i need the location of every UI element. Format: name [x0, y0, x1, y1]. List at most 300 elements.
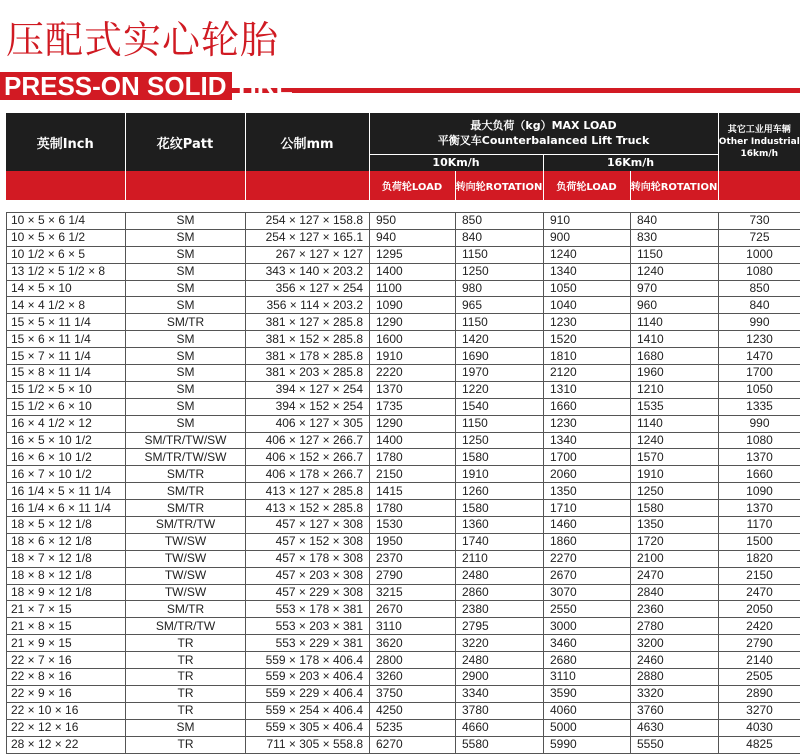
cell-rotation-16: 2780 — [631, 618, 719, 635]
cell-size-inch: 22 × 10 × 16 — [7, 702, 126, 719]
cell-metric: 559 × 254 × 406.4 — [246, 702, 370, 719]
cell-metric: 406 × 178 × 266.7 — [246, 466, 370, 483]
cell-other-16: 1230 — [719, 331, 800, 348]
cell-metric: 254 × 127 × 165.1 — [246, 229, 370, 246]
cell-rotation-10: 3780 — [456, 702, 544, 719]
cell-size-inch: 22 × 9 × 16 — [7, 685, 126, 702]
cell-metric: 381 × 203 × 285.8 — [246, 365, 370, 382]
cell-size-inch: 16 × 7 × 10 1/2 — [7, 466, 126, 483]
cell-pattern: SM — [126, 415, 246, 432]
cell-pattern: SM — [126, 348, 246, 365]
cell-load-10: 1780 — [370, 449, 456, 466]
cell-size-inch: 22 × 12 × 16 — [7, 719, 126, 736]
page-title-english: PRESS-ON SOLID TIRE — [4, 71, 293, 101]
cell-pattern: SM/TR/TW/SW — [126, 449, 246, 466]
cell-rotation-16: 1240 — [631, 432, 719, 449]
cell-load-16: 2680 — [544, 652, 631, 669]
header-speed-10: 10Km/h — [369, 154, 543, 171]
cell-other-16: 990 — [719, 314, 800, 331]
cell-load-16: 3070 — [544, 584, 631, 601]
cell-rotation-16: 1580 — [631, 500, 719, 517]
cell-rotation-10: 4660 — [456, 719, 544, 736]
cell-load-16: 1710 — [544, 500, 631, 517]
cell-load-10: 1290 — [370, 314, 456, 331]
cell-metric: 559 × 305 × 406.4 — [246, 719, 370, 736]
cell-size-inch: 21 × 7 × 15 — [7, 601, 126, 618]
cell-size-inch: 13 1/2 × 5 1/2 × 8 — [7, 263, 126, 280]
cell-rotation-10: 5580 — [456, 736, 544, 753]
cell-pattern: SM — [126, 280, 246, 297]
header-other-line1: 其它工业用车辆 — [727, 125, 791, 135]
cell-size-inch: 28 × 12 × 22 — [7, 736, 126, 753]
cell-load-16: 1240 — [544, 246, 631, 263]
cell-pattern: SM — [126, 213, 246, 230]
cell-rotation-16: 1350 — [631, 517, 719, 534]
header-max-load — [369, 113, 718, 154]
cell-other-16: 2420 — [719, 618, 800, 635]
cell-metric: 457 × 152 × 308 — [246, 533, 370, 550]
header-load-10: 负荷轮LOAD — [369, 171, 455, 200]
header-max-load-line2: 平衡叉车Counterbalanced Lift Truck — [437, 134, 650, 148]
cell-load-10: 1090 — [370, 297, 456, 314]
cell-other-16: 1500 — [719, 533, 800, 550]
cell-size-inch: 15 × 8 × 11 1/4 — [7, 365, 126, 382]
cell-load-10: 3260 — [370, 669, 456, 686]
table-row — [7, 669, 800, 686]
cell-load-10: 1400 — [370, 263, 456, 280]
cell-load-10: 1600 — [370, 331, 456, 348]
cell-size-inch: 10 × 5 × 6 1/2 — [7, 229, 126, 246]
cell-other-16: 1470 — [719, 348, 800, 365]
table-row — [7, 449, 800, 466]
table-row — [7, 348, 800, 365]
cell-rotation-16: 1210 — [631, 381, 719, 398]
cell-size-inch: 21 × 8 × 15 — [7, 618, 126, 635]
cell-pattern: SM — [126, 297, 246, 314]
cell-pattern: SM — [126, 331, 246, 348]
cell-metric: 711 × 305 × 558.8 — [246, 736, 370, 753]
cell-pattern: SM/TR — [126, 483, 246, 500]
table-row — [7, 550, 800, 567]
cell-load-16: 1700 — [544, 449, 631, 466]
cell-other-16: 840 — [719, 297, 800, 314]
cell-size-inch: 22 × 7 × 16 — [7, 652, 126, 669]
cell-rotation-10: 2480 — [456, 652, 544, 669]
cell-pattern: SM/TR — [126, 500, 246, 517]
table-row — [7, 314, 800, 331]
table-row — [7, 719, 800, 736]
cell-metric: 553 × 203 × 381 — [246, 618, 370, 635]
cell-load-16: 3460 — [544, 635, 631, 652]
cell-rotation-10: 1150 — [456, 246, 544, 263]
header-metric: 公制mm — [245, 113, 369, 171]
cell-load-16: 1660 — [544, 398, 631, 415]
cell-rotation-16: 4630 — [631, 719, 719, 736]
table-row — [7, 246, 800, 263]
cell-metric: 394 × 127 × 254 — [246, 381, 370, 398]
cell-load-16: 1050 — [544, 280, 631, 297]
cell-load-16: 1810 — [544, 348, 631, 365]
cell-load-10: 1530 — [370, 517, 456, 534]
cell-other-16: 1820 — [719, 550, 800, 567]
cell-size-inch: 10 × 5 × 6 1/4 — [7, 213, 126, 230]
cell-rotation-16: 3760 — [631, 702, 719, 719]
table-row — [7, 466, 800, 483]
cell-rotation-10: 840 — [456, 229, 544, 246]
cell-load-16: 2670 — [544, 567, 631, 584]
cell-size-inch: 14 × 4 1/2 × 8 — [7, 297, 126, 314]
cell-metric: 356 × 114 × 203.2 — [246, 297, 370, 314]
cell-rotation-16: 1570 — [631, 449, 719, 466]
cell-other-16: 990 — [719, 415, 800, 432]
cell-load-10: 6270 — [370, 736, 456, 753]
cell-rotation-10: 1690 — [456, 348, 544, 365]
cell-metric: 406 × 152 × 266.7 — [246, 449, 370, 466]
banner-red-line — [232, 88, 800, 93]
cell-load-10: 1415 — [370, 483, 456, 500]
cell-load-10: 1100 — [370, 280, 456, 297]
cell-size-inch: 21 × 9 × 15 — [7, 635, 126, 652]
cell-rotation-16: 840 — [631, 213, 719, 230]
cell-other-16: 2505 — [719, 669, 800, 686]
cell-pattern: TW/SW — [126, 567, 246, 584]
cell-pattern: SM/TR/TW — [126, 618, 246, 635]
cell-rotation-10: 850 — [456, 213, 544, 230]
cell-other-16: 2050 — [719, 601, 800, 618]
cell-rotation-10: 2110 — [456, 550, 544, 567]
table-row — [7, 500, 800, 517]
cell-rotation-16: 830 — [631, 229, 719, 246]
header-rotation-10: 转向轮ROTATION — [455, 171, 543, 200]
table-row — [7, 567, 800, 584]
cell-rotation-10: 2480 — [456, 567, 544, 584]
table-row — [7, 652, 800, 669]
cell-load-16: 910 — [544, 213, 631, 230]
table-row — [7, 584, 800, 601]
cell-size-inch: 18 × 6 × 12 1/8 — [7, 533, 126, 550]
cell-size-inch: 15 × 5 × 11 1/4 — [7, 314, 126, 331]
cell-size-inch: 15 × 7 × 11 1/4 — [7, 348, 126, 365]
cell-load-16: 1520 — [544, 331, 631, 348]
tire-spec-table — [6, 212, 800, 754]
cell-other-16: 1660 — [719, 466, 800, 483]
cell-load-16: 1860 — [544, 533, 631, 550]
table-row — [7, 365, 800, 382]
cell-other-16: 1370 — [719, 500, 800, 517]
table-row — [7, 263, 800, 280]
cell-load-16: 1040 — [544, 297, 631, 314]
table-header — [6, 113, 800, 200]
cell-load-10: 2800 — [370, 652, 456, 669]
cell-pattern: TR — [126, 685, 246, 702]
cell-size-inch: 16 × 5 × 10 1/2 — [7, 432, 126, 449]
cell-pattern: TW/SW — [126, 584, 246, 601]
cell-rotation-16: 1410 — [631, 331, 719, 348]
cell-rotation-10: 1420 — [456, 331, 544, 348]
header-other-industrial — [718, 113, 800, 171]
table-row — [7, 533, 800, 550]
cell-load-10: 2370 — [370, 550, 456, 567]
cell-metric: 457 × 178 × 308 — [246, 550, 370, 567]
cell-pattern: SM/TR — [126, 466, 246, 483]
cell-load-10: 3750 — [370, 685, 456, 702]
cell-metric: 267 × 127 × 127 — [246, 246, 370, 263]
cell-rotation-10: 1910 — [456, 466, 544, 483]
cell-other-16: 725 — [719, 229, 800, 246]
cell-pattern: TR — [126, 736, 246, 753]
cell-rotation-16: 5550 — [631, 736, 719, 753]
cell-load-16: 1340 — [544, 432, 631, 449]
cell-load-10: 1370 — [370, 381, 456, 398]
cell-load-10: 1295 — [370, 246, 456, 263]
cell-load-10: 950 — [370, 213, 456, 230]
cell-load-16: 2060 — [544, 466, 631, 483]
cell-load-10: 3215 — [370, 584, 456, 601]
cell-load-16: 5990 — [544, 736, 631, 753]
table-row — [7, 213, 800, 230]
cell-other-16: 1000 — [719, 246, 800, 263]
cell-other-16: 2890 — [719, 685, 800, 702]
cell-pattern: SM/TR/TW — [126, 517, 246, 534]
cell-load-16: 1340 — [544, 263, 631, 280]
cell-rotation-10: 1150 — [456, 415, 544, 432]
cell-metric: 356 × 127 × 254 — [246, 280, 370, 297]
cell-size-inch: 16 1/4 × 5 × 11 1/4 — [7, 483, 126, 500]
cell-rotation-10: 1580 — [456, 500, 544, 517]
cell-pattern: SM — [126, 398, 246, 415]
table-row — [7, 297, 800, 314]
cell-size-inch: 15 1/2 × 6 × 10 — [7, 398, 126, 415]
cell-pattern: TR — [126, 702, 246, 719]
cell-other-16: 3270 — [719, 702, 800, 719]
cell-rotation-16: 1960 — [631, 365, 719, 382]
header-speed-16: 16Km/h — [543, 154, 718, 171]
cell-load-16: 2270 — [544, 550, 631, 567]
table-row — [7, 635, 800, 652]
cell-load-10: 1780 — [370, 500, 456, 517]
cell-other-16: 4825 — [719, 736, 800, 753]
cell-pattern: SM/TR — [126, 314, 246, 331]
cell-size-inch: 18 × 8 × 12 1/8 — [7, 567, 126, 584]
table-row — [7, 601, 800, 618]
cell-pattern: SM — [126, 719, 246, 736]
cell-load-16: 2550 — [544, 601, 631, 618]
table-row — [7, 432, 800, 449]
cell-rotation-10: 1740 — [456, 533, 544, 550]
cell-metric: 457 × 229 × 308 — [246, 584, 370, 601]
cell-rotation-10: 965 — [456, 297, 544, 314]
cell-metric: 343 × 140 × 203.2 — [246, 263, 370, 280]
cell-metric: 553 × 178 × 381 — [246, 601, 370, 618]
cell-size-inch: 15 1/2 × 5 × 10 — [7, 381, 126, 398]
cell-rotation-10: 2900 — [456, 669, 544, 686]
cell-pattern: SM — [126, 381, 246, 398]
cell-metric: 381 × 152 × 285.8 — [246, 331, 370, 348]
cell-other-16: 2140 — [719, 652, 800, 669]
cell-rotation-16: 960 — [631, 297, 719, 314]
cell-metric: 457 × 203 × 308 — [246, 567, 370, 584]
table-row — [7, 517, 800, 534]
cell-other-16: 2470 — [719, 584, 800, 601]
cell-load-10: 3620 — [370, 635, 456, 652]
cell-load-16: 1460 — [544, 517, 631, 534]
cell-rotation-10: 1220 — [456, 381, 544, 398]
cell-metric: 394 × 152 × 254 — [246, 398, 370, 415]
header-max-load-line1: 最大负荷（kg）MAX LOAD — [470, 119, 617, 133]
cell-load-10: 2220 — [370, 365, 456, 382]
cell-load-10: 2670 — [370, 601, 456, 618]
cell-rotation-10: 1580 — [456, 449, 544, 466]
cell-load-16: 1350 — [544, 483, 631, 500]
cell-pattern: SM — [126, 365, 246, 382]
cell-load-16: 3000 — [544, 618, 631, 635]
cell-other-16: 850 — [719, 280, 800, 297]
cell-rotation-16: 1250 — [631, 483, 719, 500]
cell-size-inch: 18 × 5 × 12 1/8 — [7, 517, 126, 534]
cell-other-16: 1170 — [719, 517, 800, 534]
cell-rotation-10: 3220 — [456, 635, 544, 652]
cell-metric: 381 × 178 × 285.8 — [246, 348, 370, 365]
cell-size-inch: 18 × 7 × 12 1/8 — [7, 550, 126, 567]
cell-metric: 413 × 152 × 285.8 — [246, 500, 370, 517]
cell-metric: 406 × 127 × 266.7 — [246, 432, 370, 449]
header-other-line3: 16km/h — [740, 149, 779, 159]
cell-pattern: SM/TR/TW/SW — [126, 432, 246, 449]
cell-size-inch: 22 × 8 × 16 — [7, 669, 126, 686]
cell-rotation-16: 1720 — [631, 533, 719, 550]
cell-load-16: 1230 — [544, 415, 631, 432]
cell-metric: 457 × 127 × 308 — [246, 517, 370, 534]
cell-load-16: 5000 — [544, 719, 631, 736]
table-row — [7, 398, 800, 415]
cell-load-10: 1735 — [370, 398, 456, 415]
cell-metric: 413 × 127 × 285.8 — [246, 483, 370, 500]
header-load-16: 负荷轮LOAD — [543, 171, 630, 200]
cell-pattern: SM — [126, 246, 246, 263]
cell-other-16: 2150 — [719, 567, 800, 584]
cell-rotation-10: 1360 — [456, 517, 544, 534]
cell-metric: 254 × 127 × 158.8 — [246, 213, 370, 230]
cell-pattern: TR — [126, 652, 246, 669]
cell-rotation-10: 3340 — [456, 685, 544, 702]
cell-pattern: TW/SW — [126, 550, 246, 567]
cell-rotation-16: 3320 — [631, 685, 719, 702]
page-title-chinese: 压配式实心轮胎 — [6, 18, 280, 62]
cell-size-inch: 16 × 4 1/2 × 12 — [7, 415, 126, 432]
cell-other-16: 730 — [719, 213, 800, 230]
table-row — [7, 331, 800, 348]
table-row — [7, 702, 800, 719]
cell-rotation-16: 3200 — [631, 635, 719, 652]
cell-pattern: TW/SW — [126, 533, 246, 550]
cell-load-16: 4060 — [544, 702, 631, 719]
cell-rotation-16: 1150 — [631, 246, 719, 263]
table-row — [7, 736, 800, 753]
table-row — [7, 229, 800, 246]
cell-size-inch: 16 1/4 × 6 × 11 1/4 — [7, 500, 126, 517]
cell-load-10: 1910 — [370, 348, 456, 365]
cell-load-10: 3110 — [370, 618, 456, 635]
cell-load-10: 1290 — [370, 415, 456, 432]
cell-rotation-10: 2860 — [456, 584, 544, 601]
cell-metric: 559 × 229 × 406.4 — [246, 685, 370, 702]
cell-rotation-16: 1140 — [631, 415, 719, 432]
title-banner — [0, 72, 800, 100]
cell-load-10: 1950 — [370, 533, 456, 550]
cell-load-10: 4250 — [370, 702, 456, 719]
cell-size-inch: 18 × 9 × 12 1/8 — [7, 584, 126, 601]
cell-load-10: 940 — [370, 229, 456, 246]
cell-other-16: 1080 — [719, 432, 800, 449]
cell-pattern: SM — [126, 263, 246, 280]
cell-load-10: 2150 — [370, 466, 456, 483]
cell-rotation-10: 1970 — [456, 365, 544, 382]
cell-rotation-16: 1910 — [631, 466, 719, 483]
cell-rotation-16: 2100 — [631, 550, 719, 567]
cell-metric: 381 × 127 × 285.8 — [246, 314, 370, 331]
cell-rotation-10: 2795 — [456, 618, 544, 635]
cell-rotation-16: 1140 — [631, 314, 719, 331]
cell-rotation-10: 2380 — [456, 601, 544, 618]
cell-other-16: 1080 — [719, 263, 800, 280]
cell-pattern: TR — [126, 635, 246, 652]
cell-metric: 559 × 178 × 406.4 — [246, 652, 370, 669]
cell-rotation-16: 2840 — [631, 584, 719, 601]
cell-load-16: 3590 — [544, 685, 631, 702]
header-pattern: 花纹Patt — [125, 113, 245, 171]
cell-size-inch: 16 × 6 × 10 1/2 — [7, 449, 126, 466]
cell-metric: 559 × 203 × 406.4 — [246, 669, 370, 686]
cell-load-16: 2120 — [544, 365, 631, 382]
cell-rotation-10: 1150 — [456, 314, 544, 331]
cell-rotation-10: 1540 — [456, 398, 544, 415]
cell-size-inch: 14 × 5 × 10 — [7, 280, 126, 297]
cell-load-16: 3110 — [544, 669, 631, 686]
header-size-inch: 英制Inch — [6, 113, 125, 171]
table-row — [7, 618, 800, 635]
cell-rotation-10: 1250 — [456, 263, 544, 280]
cell-load-10: 5235 — [370, 719, 456, 736]
cell-rotation-16: 2360 — [631, 601, 719, 618]
header-rotation-16: 转向轮ROTATION — [630, 171, 718, 200]
cell-rotation-16: 970 — [631, 280, 719, 297]
cell-rotation-10: 980 — [456, 280, 544, 297]
cell-other-16: 1700 — [719, 365, 800, 382]
cell-other-16: 1370 — [719, 449, 800, 466]
cell-size-inch: 15 × 6 × 11 1/4 — [7, 331, 126, 348]
cell-metric: 406 × 127 × 305 — [246, 415, 370, 432]
cell-rotation-10: 1250 — [456, 432, 544, 449]
cell-pattern: SM — [126, 229, 246, 246]
cell-rotation-10: 1260 — [456, 483, 544, 500]
cell-size-inch: 10 1/2 × 6 × 5 — [7, 246, 126, 263]
cell-load-16: 1310 — [544, 381, 631, 398]
table-row — [7, 381, 800, 398]
cell-pattern: SM/TR — [126, 601, 246, 618]
cell-load-10: 2790 — [370, 567, 456, 584]
cell-load-16: 1230 — [544, 314, 631, 331]
table-row — [7, 685, 800, 702]
cell-rotation-16: 2880 — [631, 669, 719, 686]
table-row — [7, 483, 800, 500]
cell-rotation-16: 2460 — [631, 652, 719, 669]
table-row — [7, 280, 800, 297]
cell-load-10: 1400 — [370, 432, 456, 449]
cell-load-16: 900 — [544, 229, 631, 246]
cell-pattern: TR — [126, 669, 246, 686]
cell-rotation-16: 1240 — [631, 263, 719, 280]
cell-other-16: 1090 — [719, 483, 800, 500]
